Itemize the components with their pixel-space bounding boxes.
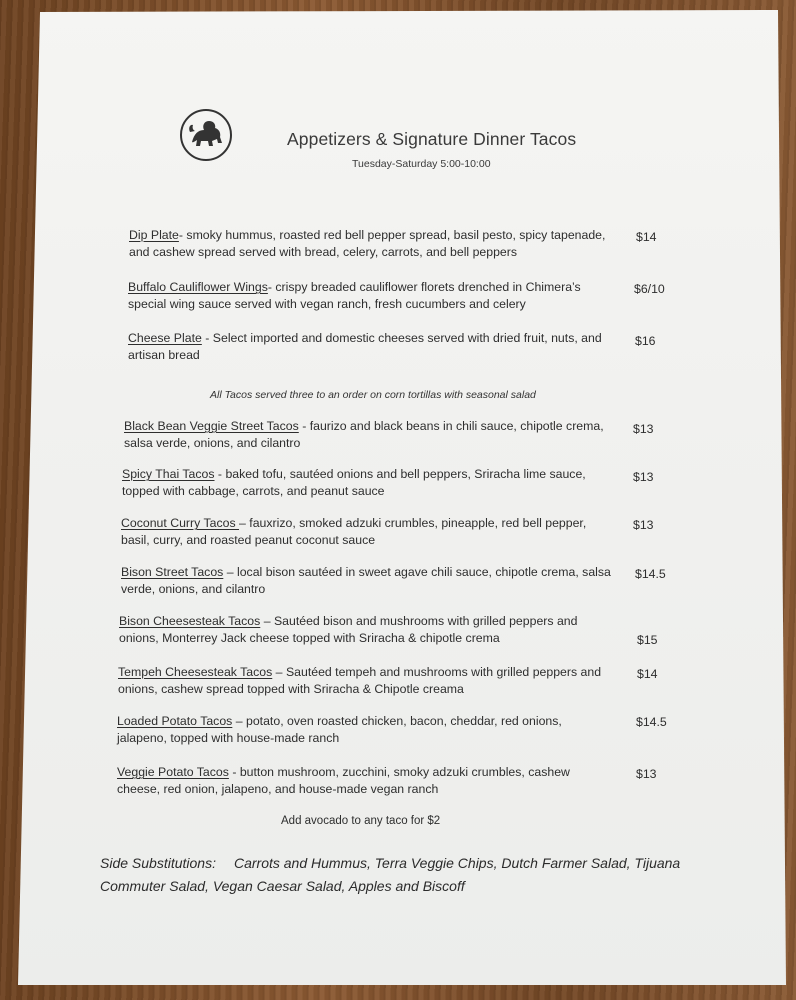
item-price: $6/10 [634, 282, 665, 296]
item-name: Tempeh Cheesesteak Tacos [118, 665, 273, 679]
lion-emblem-icon [178, 108, 234, 162]
service-hours: Tuesday-Saturday 5:00-10:00 [352, 158, 491, 170]
menu-item-veggie-potato-tacos [117, 764, 587, 798]
item-name: Black Bean Veggie Street Tacos [124, 419, 299, 433]
item-description: - Select imported and domestic cheeses served with dried fruit, nuts, and artisan bread [128, 331, 602, 362]
menu-item-spicy-thai-tacos [122, 466, 614, 500]
item-name: Coconut Curry Tacos [121, 516, 240, 530]
item-price: $14 [636, 230, 657, 244]
item-price: $13 [633, 422, 654, 436]
item-price: $14 [637, 667, 658, 681]
item-description: - baked tofu, sautéed onions and bell peppers, Sriracha lime sauce, topped with cabbage, carrots, and peanut sauce [122, 467, 586, 498]
item-description: - smoky hummus, roasted red bell pepper spread, basil pesto, spicy tapenade, and cashew spread served with bread, celery, carrots, and bell peppers [129, 228, 606, 259]
item-price: $15 [637, 633, 658, 647]
item-description: – potato, oven roasted chicken, bacon, cheddar, red onions, jalapeno, topped with house-made ranch [117, 714, 562, 745]
item-description: - crispy breaded cauliflower florets drenched in Chimera’s special wing sauce served with vegan ranch, fresh cucumbers and celery [128, 280, 581, 311]
item-name: Spicy Thai Tacos [122, 467, 215, 481]
menu-title: Appetizers & Signature Dinner Tacos [287, 129, 577, 149]
menu-item-bison-street-tacos [121, 564, 629, 598]
item-name: Bison Cheesesteak Tacos [119, 614, 261, 628]
tacos-serving-note: All Tacos served three to an order on corn tortillas with seasonal salad [210, 389, 536, 401]
side-substitutions [100, 852, 700, 898]
sides-list: Carrots and Hummus, Terra Veggie Chips, Dutch Farmer Salad, Tijuana Commuter Salad, Vegan Caesar Salad, Apples and Biscoff [100, 855, 681, 894]
item-description: - faurizo and black beans in chili sauce, chipotle crema, salsa verde, onions, and cilantro [124, 419, 604, 450]
item-price: $13 [633, 518, 654, 532]
menu-item-cheese-plate [128, 330, 618, 364]
item-description: - button mushroom, zucchini, smoky adzuki crumbles, cashew cheese, red onion, jalapeno, and house-made vegan ranch [117, 765, 570, 796]
item-description: – Sautéed tempeh and mushrooms with grilled peppers and onions, cashew spread topped with Sriracha & Chipotle creama [118, 665, 602, 696]
menu-item-tempeh-cheesesteak-tacos [118, 664, 626, 698]
item-name: Buffalo Cauliflower Wings [128, 280, 268, 294]
item-description: – local bison sautéed in sweet agave chili sauce, chipotle crema, salsa verde, onions, and cilantro [121, 565, 611, 596]
avocado-addon-note: Add avocado to any taco for $2 [281, 815, 441, 827]
sides-label: Side Substitutions: [100, 855, 216, 871]
item-price: $13 [633, 470, 654, 484]
menu-item-black-bean-veggie-street-tacos [124, 418, 616, 452]
menu-item-bison-cheesesteak-tacos [119, 613, 614, 647]
item-price: $14.5 [635, 567, 666, 581]
item-name: Veggie Potato Tacos [117, 765, 229, 779]
menu-item-loaded-potato-tacos [117, 713, 609, 747]
menu-item-buffalo-cauliflower-wings [128, 279, 618, 313]
item-description: – Sautéed bison and mushrooms with grilled peppers and onions, Monterrey Jack cheese topped with Sriracha & chipotle crema [119, 614, 578, 645]
item-name: Bison Street Tacos [121, 565, 224, 579]
item-price: $13 [636, 767, 657, 781]
menu-item-dip-plate [129, 227, 619, 261]
item-name: Loaded Potato Tacos [117, 714, 233, 728]
menu-item-coconut-curry-tacos [121, 515, 616, 549]
item-description: – fauxrizo, smoked adzuki crumbles, pineapple, red bell pepper, basil, curry, and roasted peanut coconut sauce [121, 516, 587, 547]
item-price: $16 [635, 334, 656, 348]
item-price: $14.5 [636, 715, 667, 729]
item-name: Cheese Plate [128, 331, 202, 345]
item-name: Dip Plate [129, 228, 179, 242]
